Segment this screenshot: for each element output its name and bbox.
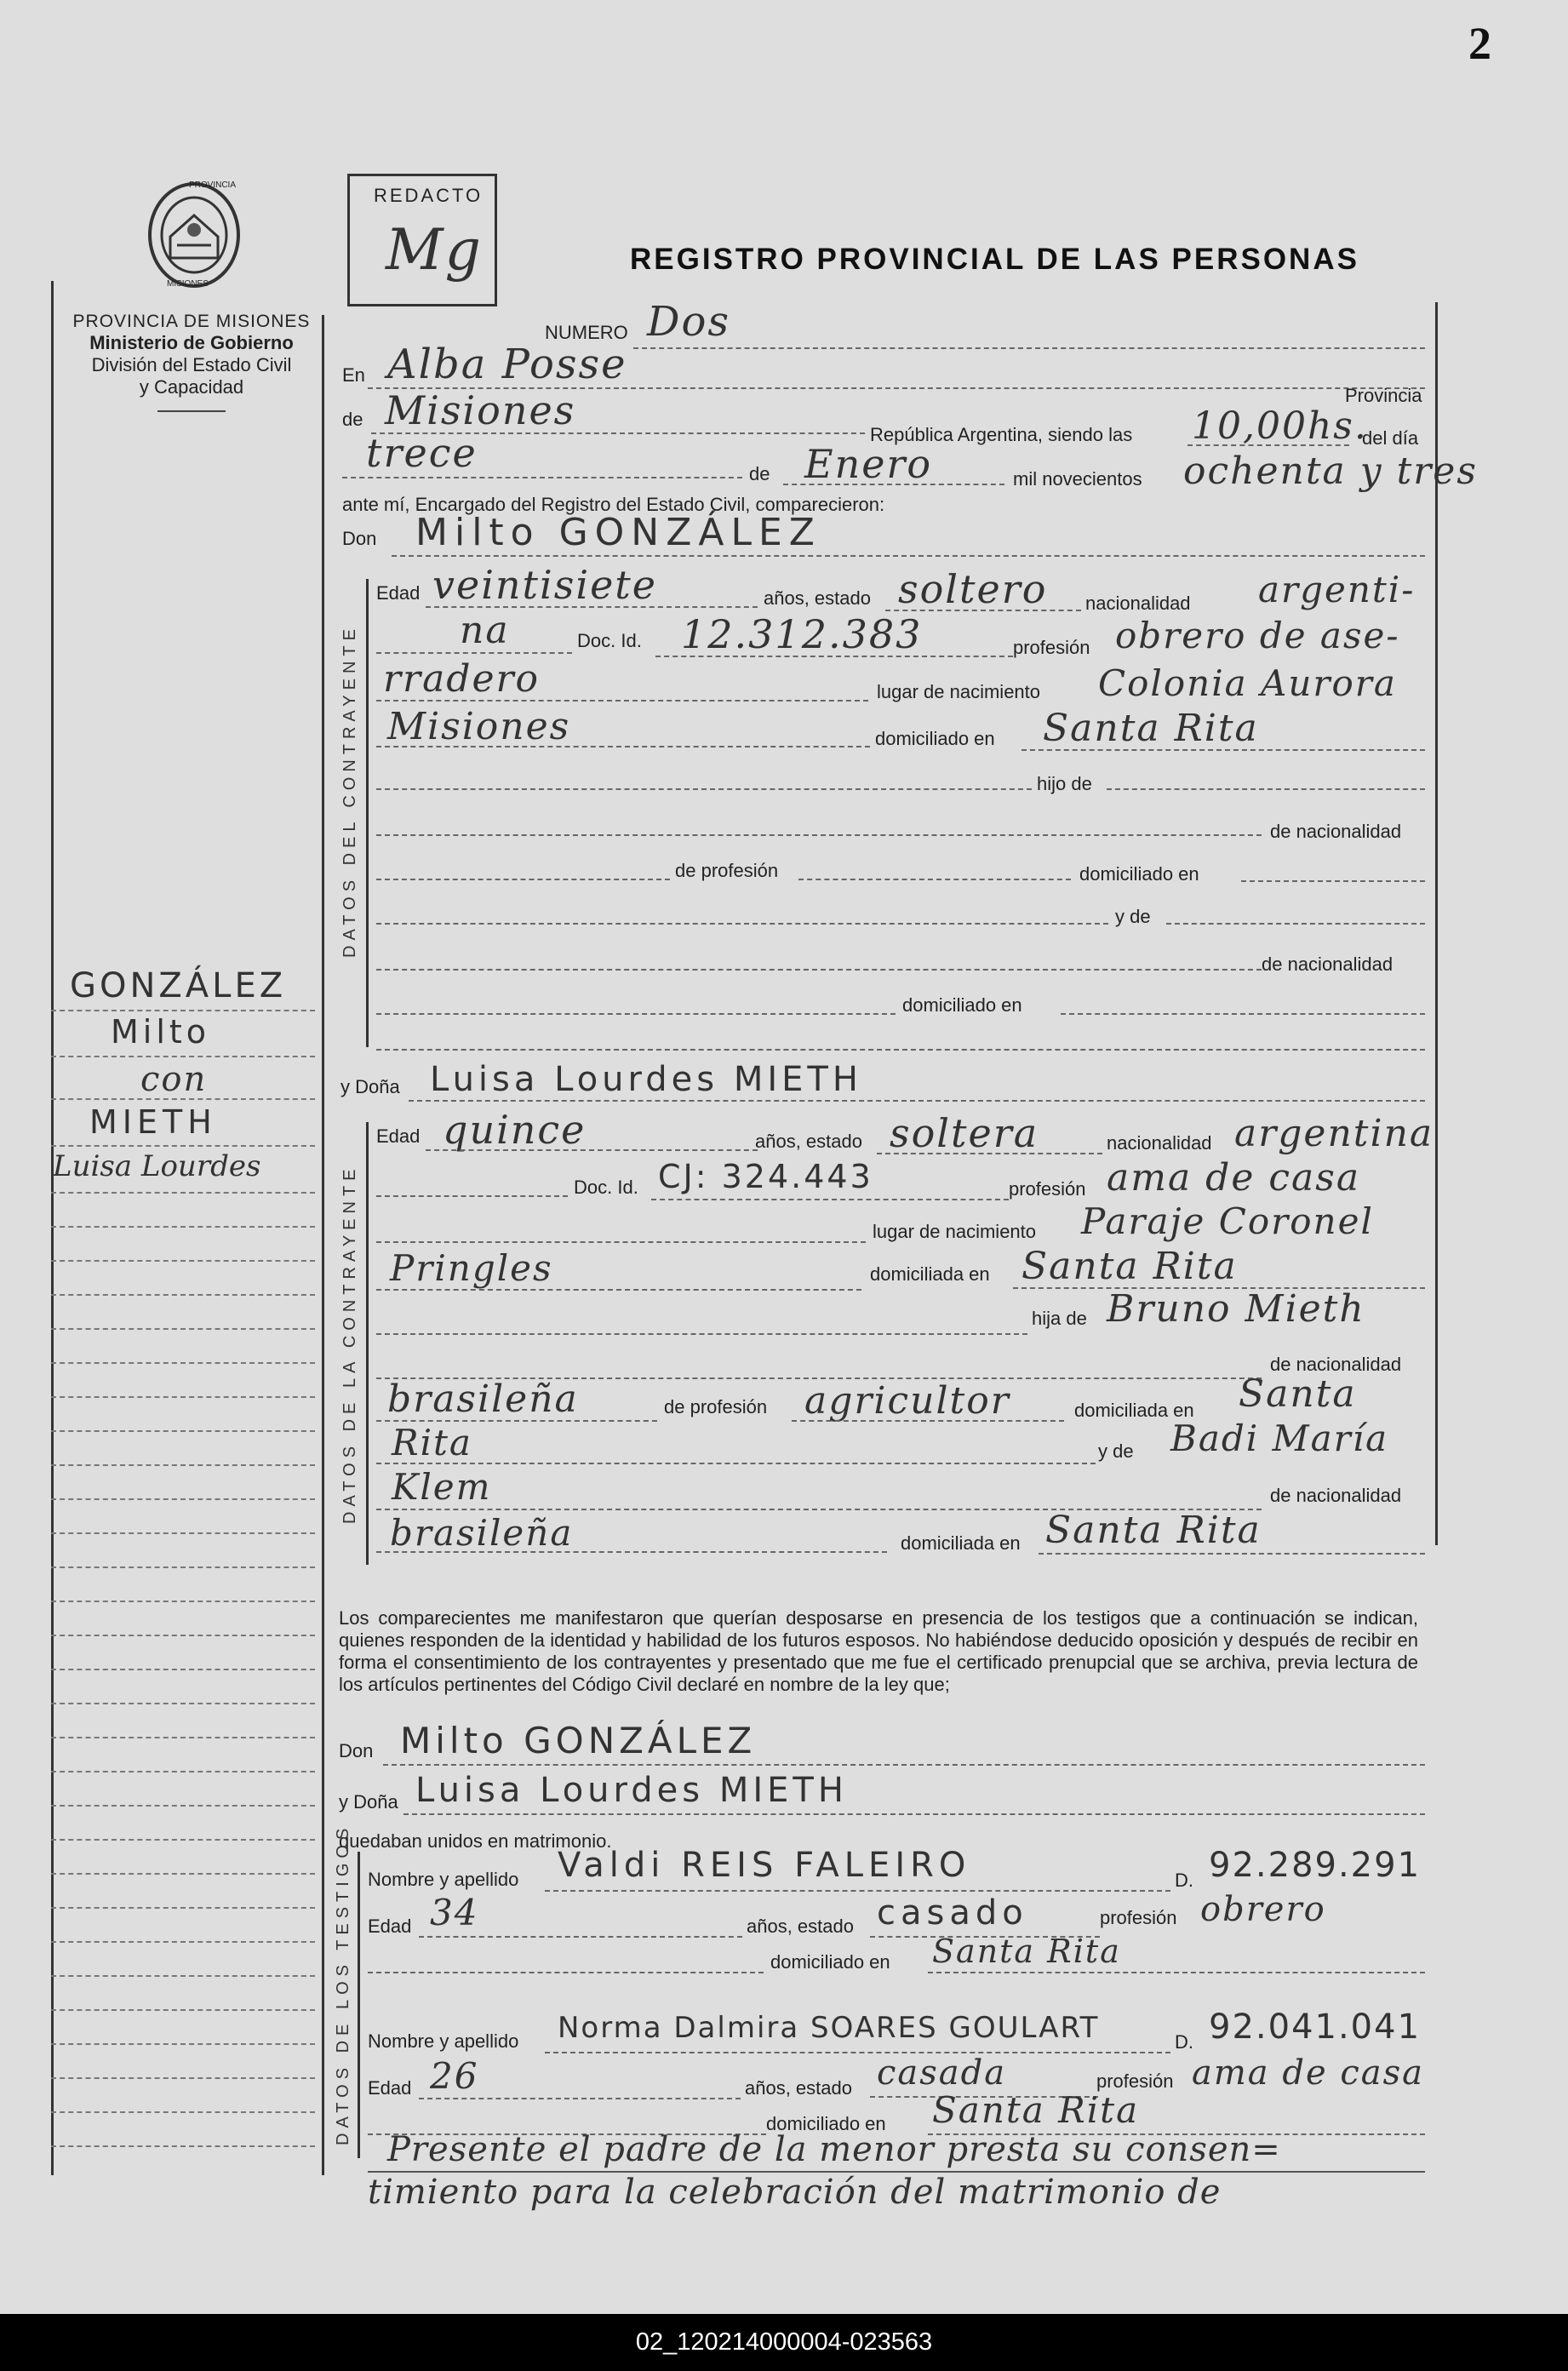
numero-value: Dos (647, 298, 731, 346)
groom-name: Milto GONZÁLEZ (415, 511, 821, 554)
w1-profesion: obrero (1200, 1890, 1326, 1929)
w1-domicilio-label: domiciliado en (770, 1951, 890, 1973)
bride-edad: quince (443, 1107, 587, 1153)
bride-madre-nacionalidad: brasileña (390, 1512, 574, 1554)
w1-nombre-label: Nombre y apellido (368, 1869, 519, 1890)
groom-profesion-b: rradero (383, 657, 541, 701)
bride-madre-dom-label: domiciliada en (901, 1532, 1021, 1554)
datos-testigos-label: DATOS DE LOS TESTIGOS (334, 1823, 352, 2145)
w2-edad: 26 (430, 2055, 479, 2097)
redacto-box (347, 174, 497, 306)
provincia-label: Provincia (1345, 385, 1422, 406)
ante-mi-text: ante mí, Encargado del Registro del Estado Civil, comparecieron: (342, 494, 885, 515)
w1-doc: 92.289.291 (1209, 1846, 1422, 1885)
margin-groom-name: Milto (111, 1013, 211, 1051)
groom-padre-dom-label: domiciliado en (1079, 863, 1199, 885)
bride-padre-dom-label: domiciliada en (1074, 1400, 1194, 1421)
mes-value: Enero (804, 441, 933, 487)
bride-domicilio: Santa Rita (1021, 1245, 1238, 1288)
w1-edad-label: Edad (368, 1916, 412, 1937)
localidad-value: Alba Posse (387, 341, 627, 388)
bride-madre-nac-label: de nacionalidad (1270, 1485, 1402, 1506)
groom-padre-nac-label: de nacionalidad (1270, 821, 1402, 842)
bride-padre: Bruno Mieth (1107, 1287, 1365, 1331)
groom-edad: veintisiete (432, 562, 657, 608)
groom-hijo-label: hijo de (1037, 773, 1092, 794)
w2-nombre-label: Nombre y apellido (368, 2030, 519, 2052)
registry-title: REGISTRO PROVINCIAL DE LAS PERSONAS (630, 243, 1359, 276)
note-line-2: timiento para la celebración del matrimonio de (368, 2173, 1222, 2212)
declaration-dona-label: y Doña (339, 1791, 398, 1813)
provincial-seal-icon (143, 177, 245, 292)
de-label: de (342, 409, 363, 430)
margin-bride-surname: MIETH (89, 1103, 217, 1141)
bride-nacimiento-b: Pringles (390, 1247, 553, 1289)
w2-edad-label: Edad (368, 2077, 412, 2099)
declaration-don-label: Don (339, 1740, 374, 1761)
declaration-don: Milto GONZÁLEZ (400, 1720, 757, 1761)
bride-hija-label: hija de (1032, 1308, 1087, 1329)
w2-profesion-label: profesión (1096, 2070, 1174, 2092)
division-name: División del Estado Civil (91, 354, 292, 375)
w1-nombre: Valdi REIS FALEIRO (558, 1846, 971, 1885)
w2-estado: casada (877, 2053, 1007, 2093)
bride-madre-b: Klem (392, 1466, 492, 1508)
margin-con: con (140, 1060, 208, 1099)
groom-padre-prof-label: de profesión (675, 860, 779, 881)
del-dia-label: del día (1362, 427, 1419, 449)
groom-nacionalidad-b: na (460, 609, 510, 652)
page-number: 2 (1468, 18, 1491, 69)
note-line-1: Presente el padre de la menor presta su consen= (387, 2130, 1281, 2169)
groom-doc: 12.312.383 (681, 611, 923, 657)
w2-doc-label: D. (1175, 2031, 1193, 2053)
bride-estado: soltera (890, 1110, 1039, 1156)
redacto-signature: Mg (386, 217, 483, 283)
bride-nacimiento: Paraje Coronel (1081, 1200, 1374, 1242)
groom-profesion-label: profesión (1013, 637, 1090, 658)
bride-padre-nac-label: de nacionalidad (1270, 1354, 1402, 1375)
w2-profesion: ama de casa (1192, 2053, 1424, 2093)
dia-value: trece (366, 430, 478, 476)
quedaban-text: quedaban unidos en matrimonio. (339, 1830, 612, 1852)
w1-edad: 34 (430, 1892, 479, 1933)
header-block (51, 312, 332, 412)
groom-madre-nac-label: de nacionalidad (1262, 954, 1393, 975)
bride-doc: CJ: 324.443 (658, 1158, 873, 1195)
seal-text-top: PROVINCIA (189, 180, 237, 190)
capacity-name: y Capacidad (139, 376, 244, 398)
groom-nacimiento: Colonia Aurora (1098, 662, 1397, 704)
bride-edad-label: Edad (376, 1125, 421, 1147)
bride-padre-prof-label: de profesión (664, 1396, 768, 1417)
w2-domicilio-label: domiciliado en (766, 2113, 886, 2134)
seal-text-bottom: MISIONES (167, 279, 209, 289)
bride-profesion-label: profesión (1009, 1178, 1086, 1200)
groom-estado-label: años, estado (764, 587, 871, 609)
groom-profesion-a: obrero de ase- (1115, 615, 1400, 656)
datos-contrayente-f-label: DATOS DE LA CONTRAYENTE (340, 1164, 359, 1524)
hora-value: 10,00hs. (1192, 404, 1368, 448)
declaration-dona: Luisa Lourdes MIETH (415, 1771, 848, 1810)
dona-label: y Doña (340, 1076, 400, 1097)
en-label: En (342, 364, 365, 386)
groom-nacimiento-b: Misiones (387, 705, 571, 748)
w2-domicilio: Santa Rita (932, 2089, 1140, 2131)
ministry-name: Ministerio de Gobierno (89, 332, 294, 353)
bride-padre-domicilio-a: Santa (1239, 1372, 1357, 1416)
bride-nacionalidad: argentina (1234, 1112, 1434, 1155)
w2-nombre: Norma Dalmira SOARES GOULART (558, 2011, 1100, 2045)
w1-estado-label: años, estado (747, 1916, 854, 1937)
groom-estado: soltero (898, 566, 1048, 612)
datos-contrayente-label: DATOS DEL CONTRAYENTE (340, 624, 359, 958)
groom-nacionalidad-a: argenti- (1258, 569, 1416, 610)
groom-edad-label: Edad (376, 582, 421, 604)
w1-profesion-label: profesión (1100, 1907, 1177, 1928)
numero-label: NUMERO (545, 322, 628, 343)
groom-madre-label: y de (1115, 906, 1151, 927)
bride-nacionalidad-label: nacionalidad (1107, 1132, 1212, 1154)
margin-bride-name: Luisa Lourdes (53, 1149, 261, 1183)
don-label: Don (342, 528, 377, 549)
groom-nacimiento-label: lugar de nacimiento (877, 681, 1041, 702)
w1-doc-label: D. (1175, 1870, 1193, 1891)
w2-doc: 92.041.041 (1209, 2007, 1422, 2047)
w1-domicilio: Santa Rita (932, 1933, 1121, 1970)
de2-label: de (749, 463, 770, 484)
redacto-label: REDACTO (374, 185, 484, 206)
bride-domicilio-label: domiciliada en (870, 1263, 990, 1285)
republica-label: República Argentina, siendo las (870, 424, 1133, 445)
mil-novecientos-label: mil novecientos (1013, 468, 1142, 490)
w1-estado: casado (877, 1893, 1028, 1933)
groom-domicilio-label: domiciliado en (875, 728, 995, 749)
bride-madre-label: y de (1098, 1440, 1134, 1462)
w2-estado-label: años, estado (745, 2077, 852, 2099)
margin-groom-surname: GONZÁLEZ (70, 966, 287, 1005)
bride-padre-profesion: agricultor (804, 1379, 1010, 1423)
bride-padre-nacionalidad: brasileña (387, 1377, 579, 1421)
provincia-value: Misiones (385, 387, 576, 433)
comparecientes-paragraph: Los comparecientes me manifestaron que querían desposarse en presencia de los testigos que a continuación se indican, quienes responden de la identidad y habilidad de los futuros esposos. No habiéndose deducido oposición y después de recibir en forma el consentimiento de los contrayentes y presentado que me fue el certificado prenupcial que se archiva, previa lectura de los artículos pertinentes del Código Civil declaré en nombre de la ley que; (339, 1607, 1418, 1695)
bride-profesion: ama de casa (1107, 1156, 1361, 1200)
bride-madre: Badi María (1170, 1417, 1389, 1459)
bride-padre-domicilio-b: Rita (392, 1422, 472, 1463)
province-name: PROVINCIA DE MISIONES (72, 312, 311, 331)
groom-nacionalidad-label: nacionalidad (1085, 593, 1191, 614)
bride-nacimiento-label: lugar de nacimiento (873, 1221, 1037, 1242)
anio-value: ochenta y tres (1183, 450, 1478, 493)
bride-estado-label: años, estado (755, 1131, 862, 1152)
groom-madre-dom-label: domiciliado en (902, 994, 1022, 1016)
groom-doc-label: Doc. Id. (577, 630, 642, 651)
groom-domicilio: Santa Rita (1043, 707, 1259, 750)
bride-name: Luisa Lourdes MIETH (430, 1060, 862, 1099)
bride-doc-label: Doc. Id. (574, 1177, 638, 1198)
footer-code: 02_120214000004-023563 (635, 2328, 933, 2356)
bride-madre-domicilio: Santa Rita (1045, 1509, 1262, 1552)
